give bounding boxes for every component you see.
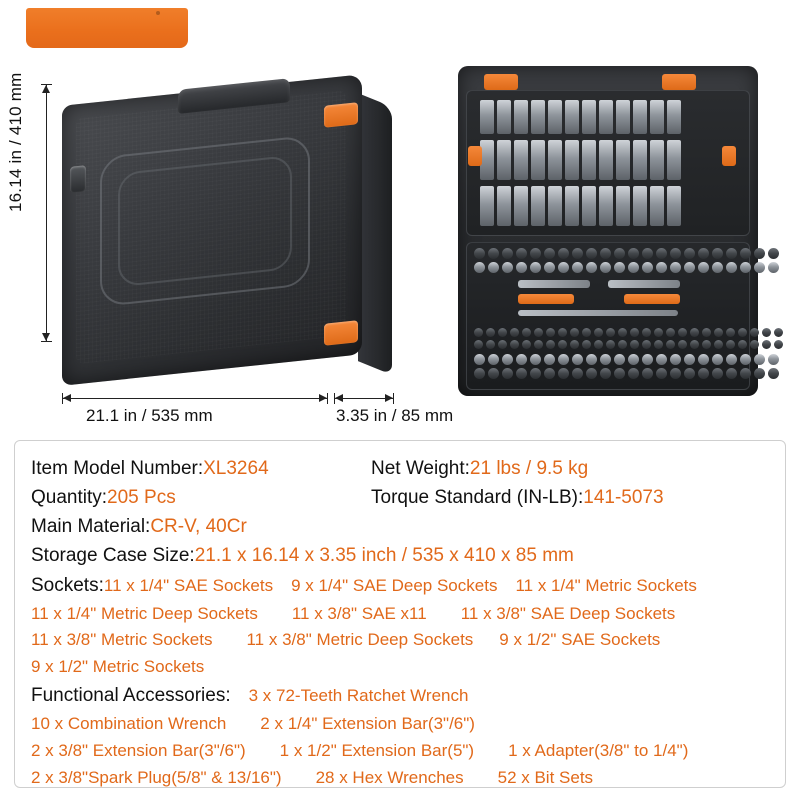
ratchet-wrench-2: [608, 280, 680, 288]
spec-row-model-weight: [31, 455, 769, 484]
accessories-item-2: 2 x 1/4" Extension Bar(3"/6"): [260, 714, 475, 734]
orange-tag-decoration: [26, 8, 188, 48]
open-case-latch-right: [662, 74, 696, 90]
case-latch-top: [324, 102, 358, 128]
case-side-panel: [358, 93, 392, 375]
sockets-item-1: 9 x 1/4" SAE Deep Sockets: [291, 575, 498, 595]
depth-dimension-line: [334, 398, 394, 399]
spec-weight: [371, 455, 769, 484]
accessories-item-4: 1 x 1/2" Extension Bar(5"): [279, 740, 475, 760]
ratchet-grip-2: [624, 294, 680, 304]
sockets-item-6: 11 x 3/8" Metric Sockets: [31, 630, 213, 650]
accessories-label: Functional Accessories:: [31, 685, 231, 707]
case-hinge: [70, 165, 86, 193]
torque-label: Torque Standard (IN-LB):: [371, 486, 584, 508]
accessories-line-2: [31, 711, 769, 738]
spec-quantity: [31, 484, 371, 513]
spec-torque: [371, 484, 769, 513]
depth-dimension-label: 3.35 in / 85 mm: [336, 406, 454, 425]
sockets-section: [31, 571, 769, 682]
material-value: CR-V, 40Cr: [150, 515, 247, 537]
case-latch-bottom: [324, 320, 358, 346]
sockets-item-8: 9 x 1/2" SAE Sockets: [499, 630, 661, 650]
sockets-item-3: 11 x 1/4" Metric Deep Sockets: [31, 603, 258, 623]
quantity-label: Quantity:: [31, 486, 108, 508]
lid-socket-row-3: [480, 186, 681, 226]
case-size-value: 21.1 x 16.14 x 3.35 inch / 535 x 410 x 85 mm: [194, 544, 574, 566]
height-dimension-line: [46, 84, 47, 342]
spec-case-size: [31, 542, 769, 571]
spec-material: [31, 513, 769, 542]
torque-value: 141-5073: [583, 486, 664, 508]
sockets-item-4: 11 x 3/8" SAE x11: [291, 603, 427, 623]
closed-tool-case-image: [62, 78, 392, 384]
arrow-left-icon: [63, 394, 71, 402]
sockets-label: Sockets:: [31, 574, 104, 596]
sockets-line-2: [31, 601, 769, 628]
width-dimension-line: [62, 398, 328, 399]
accessories-item-8: 52 x Bit Sets: [497, 767, 594, 787]
accessories-item-5: 1 x Adapter(3/8" to 1/4"): [508, 740, 689, 760]
base-bit-bank: [474, 328, 783, 349]
sockets-item-7: 11 x 3/8" Metric Deep Sockets: [246, 630, 474, 650]
accessories-item-7: 28 x Hex Wrenches: [315, 767, 464, 787]
arrow-right-icon: [319, 394, 327, 402]
base-socket-bank-top: [474, 248, 779, 273]
arrow-left-icon-2: [335, 394, 343, 402]
sockets-line-4: [31, 654, 769, 681]
lid-socket-row-1: [480, 100, 681, 134]
case-size-label: Storage Case Size:: [31, 544, 195, 566]
lid-clip-right: [722, 146, 736, 166]
width-dimension-label: 21.1 in / 535 mm: [86, 406, 213, 425]
sockets-line-1: [31, 571, 769, 601]
specifications-panel: [14, 440, 786, 788]
arrow-right-icon-2: [385, 394, 393, 402]
lid-clip-left: [468, 146, 482, 166]
ratchet-wrench-1: [518, 280, 590, 288]
sockets-item-0: 11 x 1/4" SAE Sockets: [103, 575, 274, 595]
quantity-value: 205 Pcs: [107, 486, 176, 508]
sockets-item-2: 11 x 1/4" Metric Sockets: [515, 575, 697, 595]
arrow-down-icon: [42, 333, 50, 341]
arrow-up-icon: [42, 85, 50, 93]
height-dimension-label: 16.14 in / 410 mm: [6, 72, 25, 212]
accessories-item-0: 3 x 72-Teeth Ratchet Wrench: [248, 686, 469, 706]
weight-value: 21 lbs / 9.5 kg: [469, 458, 589, 479]
lid-socket-row-2: [480, 140, 681, 180]
spec-model: [31, 455, 371, 484]
sockets-line-3: [31, 627, 769, 654]
model-value: XL3264: [203, 458, 269, 479]
spec-row-quantity-torque: [31, 484, 769, 513]
extension-bar: [518, 310, 678, 316]
accessories-item-6: 2 x 3/8"Spark Plug(5/8" & 13/16"): [31, 767, 282, 787]
model-label: Item Model Number:: [31, 458, 204, 479]
accessories-section: [31, 681, 769, 792]
case-inner-outline-2: [118, 155, 292, 287]
weight-label: Net Weight:: [371, 458, 470, 479]
accessories-item-3: 2 x 3/8" Extension Bar(3"/6"): [31, 740, 246, 760]
accessories-item-1: 10 x Combination Wrench: [31, 714, 227, 734]
accessories-line-4: [31, 765, 769, 792]
base-socket-bank-bottom: [474, 354, 779, 379]
open-case-latch-left: [484, 74, 518, 90]
material-label: Main Material:: [31, 515, 151, 537]
open-tool-case-image: [458, 66, 758, 396]
sockets-item-9: 9 x 1/2" Metric Sockets: [31, 657, 205, 677]
accessories-line-1: [31, 681, 769, 711]
ratchet-grip-1: [518, 294, 574, 304]
accessories-line-3: [31, 738, 769, 765]
sockets-item-5: 11 x 3/8" SAE Deep Sockets: [460, 603, 676, 623]
